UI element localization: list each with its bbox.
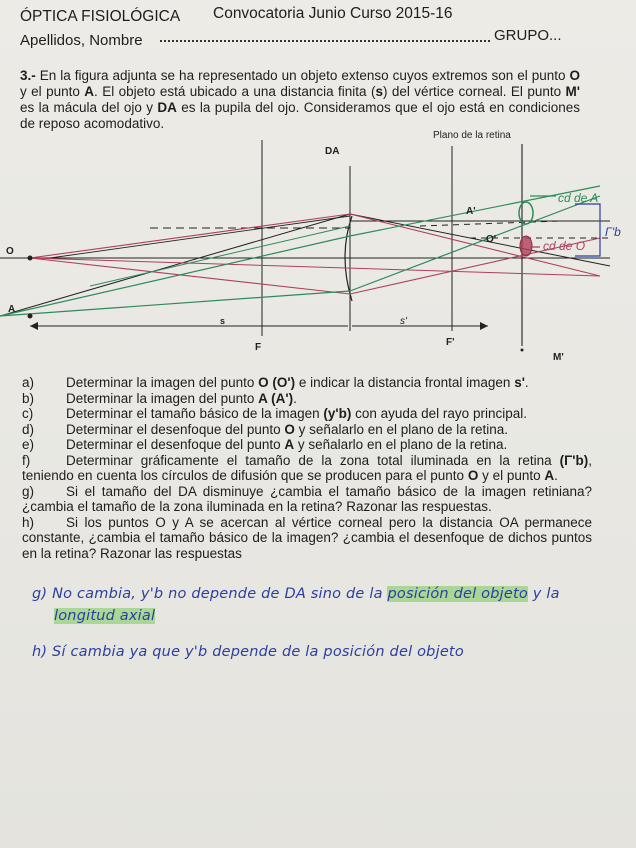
label-o: O — [6, 246, 14, 257]
q-text: y el punto — [20, 84, 85, 99]
item-part: (Γ'b) — [559, 452, 589, 468]
dashed-ray — [420, 221, 560, 226]
item-part: , teniendo en cuenta los círculos de difusión que se producen para el punto — [22, 452, 592, 483]
label-s-prime: s' — [400, 316, 407, 327]
s-arrowhead — [30, 322, 38, 330]
question-statement — [20, 68, 580, 132]
item-part: y señalarlo en el plano de la retina. — [294, 421, 509, 437]
item-part: A — [544, 468, 555, 483]
hand-text: y la — [527, 586, 560, 602]
item-letter: h) — [22, 514, 35, 530]
hand-label-cd-o: cd de O — [543, 239, 586, 253]
item-part: A (A') — [258, 390, 294, 406]
item-g — [22, 484, 592, 515]
item-part: s' — [514, 375, 525, 390]
q-text: . El objeto está ubicado a una distancia finita ( — [94, 84, 376, 99]
q-text: ) del vértice corneal. El punto — [382, 84, 566, 99]
item-part: Si el tamaño del DA disminuye ¿cambia el tamaño básico de la imagen retiniana? ¿cambia el tamaño de la zona iluminada en la retina? Razonar las respuestas. — [22, 483, 592, 514]
q-pupil: DA — [157, 100, 177, 115]
ray-black — [50, 216, 350, 258]
item-letter: f) — [22, 452, 31, 468]
item-letter: a) — [22, 375, 35, 390]
diffusion-circle-o — [520, 236, 532, 256]
ray-red — [30, 214, 350, 258]
item-part: Determinar el desenfoque del punto — [66, 437, 285, 452]
item-text — [66, 422, 592, 438]
item-part: A — [284, 437, 295, 452]
item-d — [22, 422, 592, 438]
ray-black — [0, 214, 350, 316]
label-a: A — [8, 304, 16, 315]
item-text — [66, 375, 592, 391]
label-da: DA — [325, 146, 340, 157]
point-a — [28, 314, 33, 319]
label-f-prime: F' — [446, 337, 455, 348]
optics-diagram — [0, 126, 636, 366]
label-retina-plane: Plano de la retina — [433, 130, 511, 141]
label-a-prime: A' — [466, 206, 476, 217]
item-part: O — [467, 468, 479, 483]
hand-text: g) No cambia, y'b no depende de DA sino de la — [32, 586, 388, 602]
q-text: En la figura adjunta se ha representado un objeto extenso cuyos extremos son el punto — [35, 68, 570, 83]
item-part: Determinar el tamaño básico de la imagen — [66, 406, 324, 421]
item-part: . — [554, 468, 558, 483]
item-h — [22, 515, 592, 562]
handwritten-answer-g — [32, 586, 560, 602]
item-f — [22, 453, 592, 484]
item-part: (y'b) — [323, 406, 352, 421]
handwritten-answer-g-cont — [54, 608, 155, 624]
item-part: O — [284, 421, 295, 437]
s-prime-arrowhead — [480, 322, 488, 330]
q-text: es la pupila del ojo. Consideramos que el ojo está en condiciones de reposo acomodativo. — [20, 100, 580, 131]
name-label: Apellidos, Nombre — [20, 32, 143, 49]
label-o-prime: O' — [486, 234, 497, 245]
ray-red — [30, 258, 600, 276]
q-macula: M' — [565, 84, 581, 99]
item-text — [66, 437, 592, 453]
item-list — [22, 375, 592, 561]
item-text — [66, 391, 592, 407]
item-letter: d) — [22, 421, 35, 437]
hand-label-cd-a: cd de A — [558, 191, 599, 205]
point-macula — [521, 349, 524, 352]
item-part: Determinar el desenfoque del punto — [66, 421, 285, 437]
item-letter: g) — [22, 483, 35, 499]
item-part: . — [524, 375, 529, 390]
item-part: Determinar la imagen del punto — [66, 390, 259, 406]
question-number: 3.- — [20, 68, 36, 83]
q-text: es la mácula del ojo y — [20, 100, 158, 115]
item-part: y señalarlo en el plano de la retina. — [294, 437, 508, 452]
name-dotted-line — [160, 40, 490, 42]
item-part: e indicar la distancia frontal imagen — [295, 375, 515, 390]
ray-green — [90, 226, 350, 286]
q-distance-s: s — [375, 84, 383, 99]
point-o — [28, 256, 33, 261]
highlighted-text: posición del objeto — [387, 586, 528, 602]
q-point-a: A — [84, 84, 95, 99]
hand-label-gamma: Γ'b — [605, 225, 621, 239]
item-part: O (O') — [258, 375, 296, 390]
item-a — [22, 375, 592, 391]
label-macula: M' — [553, 352, 564, 363]
item-part: Determinar la imagen del punto — [66, 375, 259, 390]
item-letter: e) — [22, 437, 35, 452]
item-part: Determinar gráficamente el tamaño de la zona total iluminada en la retina — [66, 452, 560, 468]
item-part: con ayuda del rayo principal. — [351, 406, 527, 421]
highlighted-text: longitud axial — [54, 608, 156, 624]
item-b — [22, 391, 592, 407]
group-label: GRUPO... — [494, 27, 562, 44]
item-part: . — [293, 390, 297, 406]
exam-title: Convocatoria Junio Curso 2015-16 — [213, 5, 453, 22]
handwritten-answer-h: h) Sí cambia ya que y'b depende de la posición del objeto — [32, 644, 464, 660]
label-f: F — [255, 342, 262, 353]
item-part: Si los puntos O y A se acercan al vértice corneal pero la distancia OA permanece constante, ¿cambia el tamaño básico de la imagen? ¿cambia el desenfoque de dichos puntos en la retina? Razonar las respuestas — [22, 514, 592, 561]
q-point-o: O — [569, 68, 580, 83]
subject-title: ÓPTICA FISIOLÓGICA — [20, 8, 181, 25]
item-e — [22, 437, 592, 453]
item-letter: c) — [22, 406, 34, 421]
item-part: y el punto — [478, 468, 545, 483]
item-c — [22, 406, 592, 422]
label-s: s — [220, 316, 226, 326]
item-letter: b) — [22, 390, 35, 406]
item-text — [66, 406, 592, 422]
